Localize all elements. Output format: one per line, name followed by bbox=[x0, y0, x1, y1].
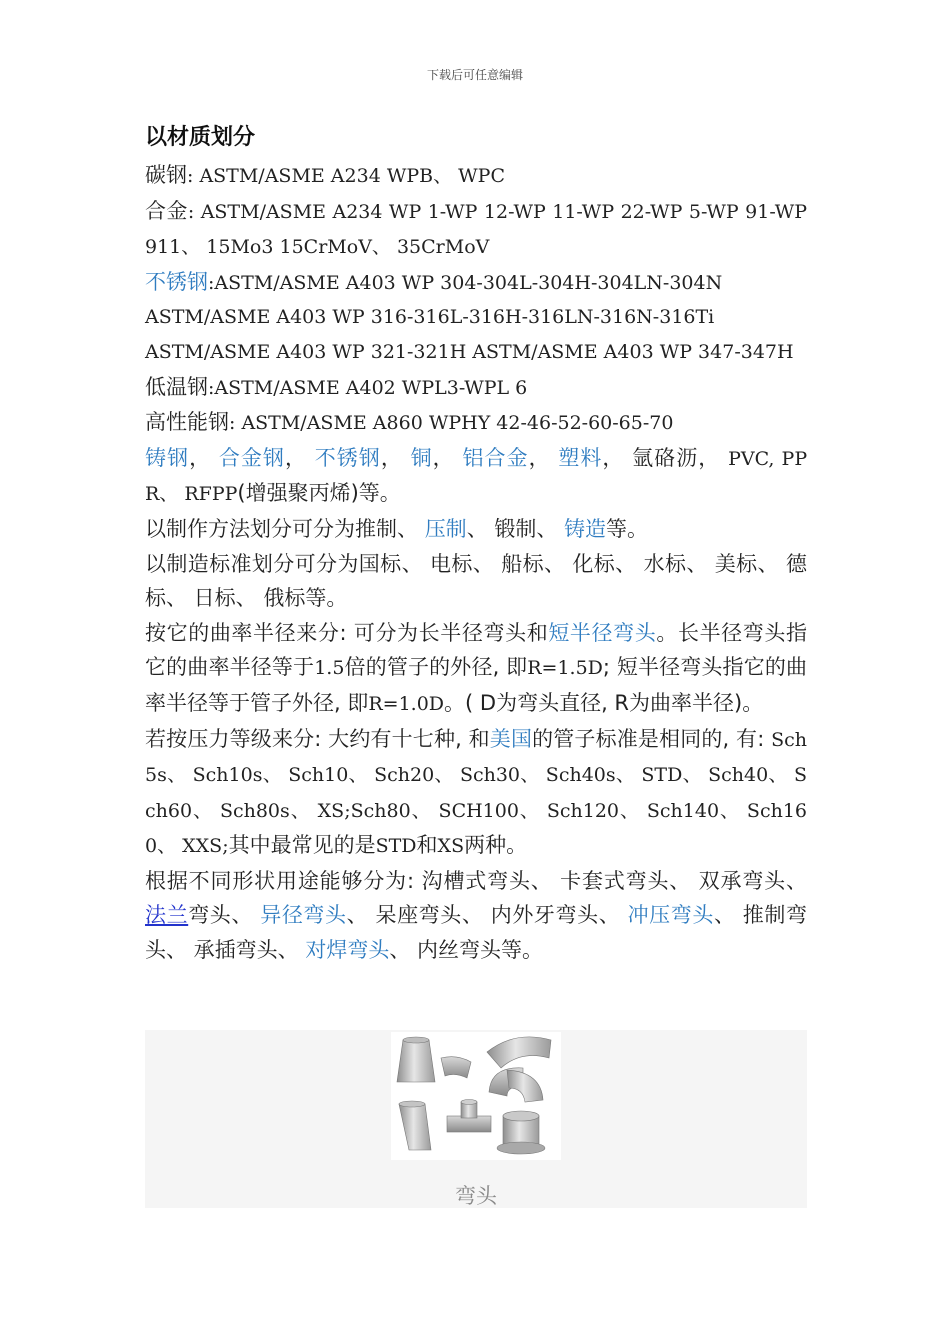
low-temp-grades: :ASTM/ASME A402 WPL3-WPL 6 bbox=[208, 376, 528, 399]
materials-paragraph bbox=[145, 441, 807, 512]
separator: ， bbox=[380, 445, 403, 470]
std-label: STD bbox=[375, 835, 417, 858]
stamped-elbow-link[interactable]: 冲压弯头 bbox=[627, 903, 714, 928]
reducing-elbow-link[interactable]: 异径弯头 bbox=[260, 903, 347, 928]
aluminum-alloy-link[interactable]: 铝合金 bbox=[462, 445, 529, 470]
xs-label: XS bbox=[437, 835, 465, 858]
stainless-grades: :ASTM/ASME A403 WP 304-304L-304H-304LN-304N bbox=[208, 271, 723, 294]
radius-formula: R=1.5D bbox=[527, 657, 603, 680]
stainless-link[interactable]: 不锈钢 bbox=[145, 269, 208, 294]
carbon-steel-line bbox=[145, 158, 807, 194]
short-radius-elbow-link[interactable]: 短半径弯头 bbox=[548, 620, 657, 645]
section-heading: 以材质划分 bbox=[145, 125, 256, 150]
plastic-link[interactable]: 塑料 bbox=[558, 445, 603, 470]
usa-link[interactable]: 美国 bbox=[489, 726, 533, 751]
method-text: 等。 bbox=[606, 516, 649, 541]
separator: ， bbox=[432, 445, 455, 470]
cast-steel-link[interactable]: 铸钢 bbox=[145, 445, 190, 470]
radius-paragraph bbox=[145, 616, 807, 722]
casting-link[interactable]: 铸造 bbox=[564, 516, 607, 541]
shape-text: 弯头、 bbox=[188, 903, 261, 928]
radius-text: 。长半径弯头指它的曲率半径等于 bbox=[145, 620, 808, 680]
pipe-fittings-image bbox=[391, 1032, 561, 1160]
alloy-grades: : ASTM/ASME A234 WP 1-WP 12-WP 11-WP 22-WP 5-WP 91-WP911、 15Mo3 15CrMoV、 35CrMoV bbox=[145, 200, 808, 259]
method-text: 、 锻制、 bbox=[466, 516, 565, 541]
method-text: 以制作方法划分可分为推制、 bbox=[145, 516, 425, 541]
alloy-line bbox=[145, 194, 807, 265]
radius-text: 倍的管子的外径, 即 bbox=[344, 655, 528, 680]
separator: ， bbox=[528, 445, 551, 470]
pressure-text: 和 bbox=[416, 833, 438, 858]
pressing-link[interactable]: 压制 bbox=[424, 516, 467, 541]
shape-text: 、 推制弯头、 承插弯头、 bbox=[145, 903, 807, 963]
materials-plastics: PVC, PPR、 RFPP bbox=[145, 447, 808, 506]
flange-link[interactable]: 法兰 bbox=[145, 903, 189, 928]
radius-number: 1.5 bbox=[314, 657, 345, 680]
pressure-text: 的管子标准是相同的, 有: bbox=[532, 726, 772, 751]
stainless-line bbox=[145, 265, 807, 301]
high-performance-line bbox=[145, 405, 807, 441]
stainless-316-line: ASTM/ASME A403 WP 316-316L-316H-316LN-316N-316Ti bbox=[145, 306, 715, 329]
copper-link[interactable]: 铜 bbox=[410, 445, 433, 470]
carbon-steel-grades: : ASTM/ASME A234 WPB、 WPC bbox=[187, 165, 505, 187]
standard-paragraph: 以制造标准划分可分为国标、 电标、 船标、 化标、 水标、 美标、 德标、 日标、 俄标等。 bbox=[145, 551, 807, 611]
figure-caption: 弯头 bbox=[455, 1184, 497, 1208]
radius-text: ; 短半径弯头指它的曲率半径等于管子外径, 即 bbox=[145, 655, 807, 715]
shape-paragraph bbox=[145, 864, 807, 968]
high-performance-label: 高性能钢 bbox=[145, 410, 229, 435]
shape-text: 、 内丝弯头等。 bbox=[389, 938, 544, 963]
page-header: 下载后可任意编辑 bbox=[426, 68, 523, 82]
alloy-steel-link[interactable]: 合金钢 bbox=[218, 445, 285, 470]
document-body bbox=[145, 118, 807, 968]
shape-text: 、 呆座弯头、 内外牙弯头、 bbox=[346, 903, 628, 928]
schedule-list: Sch5s、 Sch10s、 Sch10、 Sch20、 Sch30、 Sch40s、 STD、 Sch40、 Sch60、 Sch80s、 XS;Sch80、 SCH100、 Sch120、 Sch140、 Sch160、 XXS; bbox=[145, 728, 808, 858]
method-paragraph bbox=[145, 512, 807, 547]
materials-rest: 氩硌沥 bbox=[632, 445, 699, 470]
figure-panel bbox=[145, 1030, 807, 1208]
pressure-text: 两种。 bbox=[464, 833, 528, 858]
stainless-321-line: ASTM/ASME A403 WP 321-321H ASTM/ASME A403 WP 347-347H bbox=[145, 340, 794, 363]
pressure-text: 若按压力等级来分: 大约有十七种, 和 bbox=[145, 726, 490, 751]
separator: ， bbox=[284, 445, 308, 470]
pressure-paragraph bbox=[145, 722, 807, 864]
carbon-steel-label: 碳钢 bbox=[145, 163, 187, 187]
materials-tail: (增强聚丙烯)等。 bbox=[237, 481, 401, 506]
low-temp-label: 低温钢 bbox=[145, 374, 208, 399]
pressure-text: 其中最常见的是 bbox=[228, 833, 376, 858]
stainless-steel-link[interactable]: 不锈钢 bbox=[314, 445, 381, 470]
radius-text: 按它的曲率半径来分: 可分为长半径弯头和 bbox=[145, 620, 549, 645]
radius-formula: R=1.0D bbox=[368, 692, 445, 715]
radius-text: 。( D为弯头直径, R为曲率半径)。 bbox=[444, 690, 764, 715]
alloy-label: 合金 bbox=[145, 198, 188, 223]
low-temp-line bbox=[145, 370, 807, 406]
separator: ， bbox=[189, 445, 212, 470]
butt-weld-elbow-link[interactable]: 对焊弯头 bbox=[305, 938, 390, 963]
shape-text: 根据不同形状用途能够分为: 沟槽式弯头、 卡套式弯头、 双承弯头、 bbox=[145, 868, 807, 893]
separator: ， bbox=[698, 445, 721, 470]
separator: ， bbox=[602, 445, 625, 470]
high-performance-grades: : ASTM/ASME A860 WPHY 42-46-52-60-65-70 bbox=[229, 412, 674, 435]
